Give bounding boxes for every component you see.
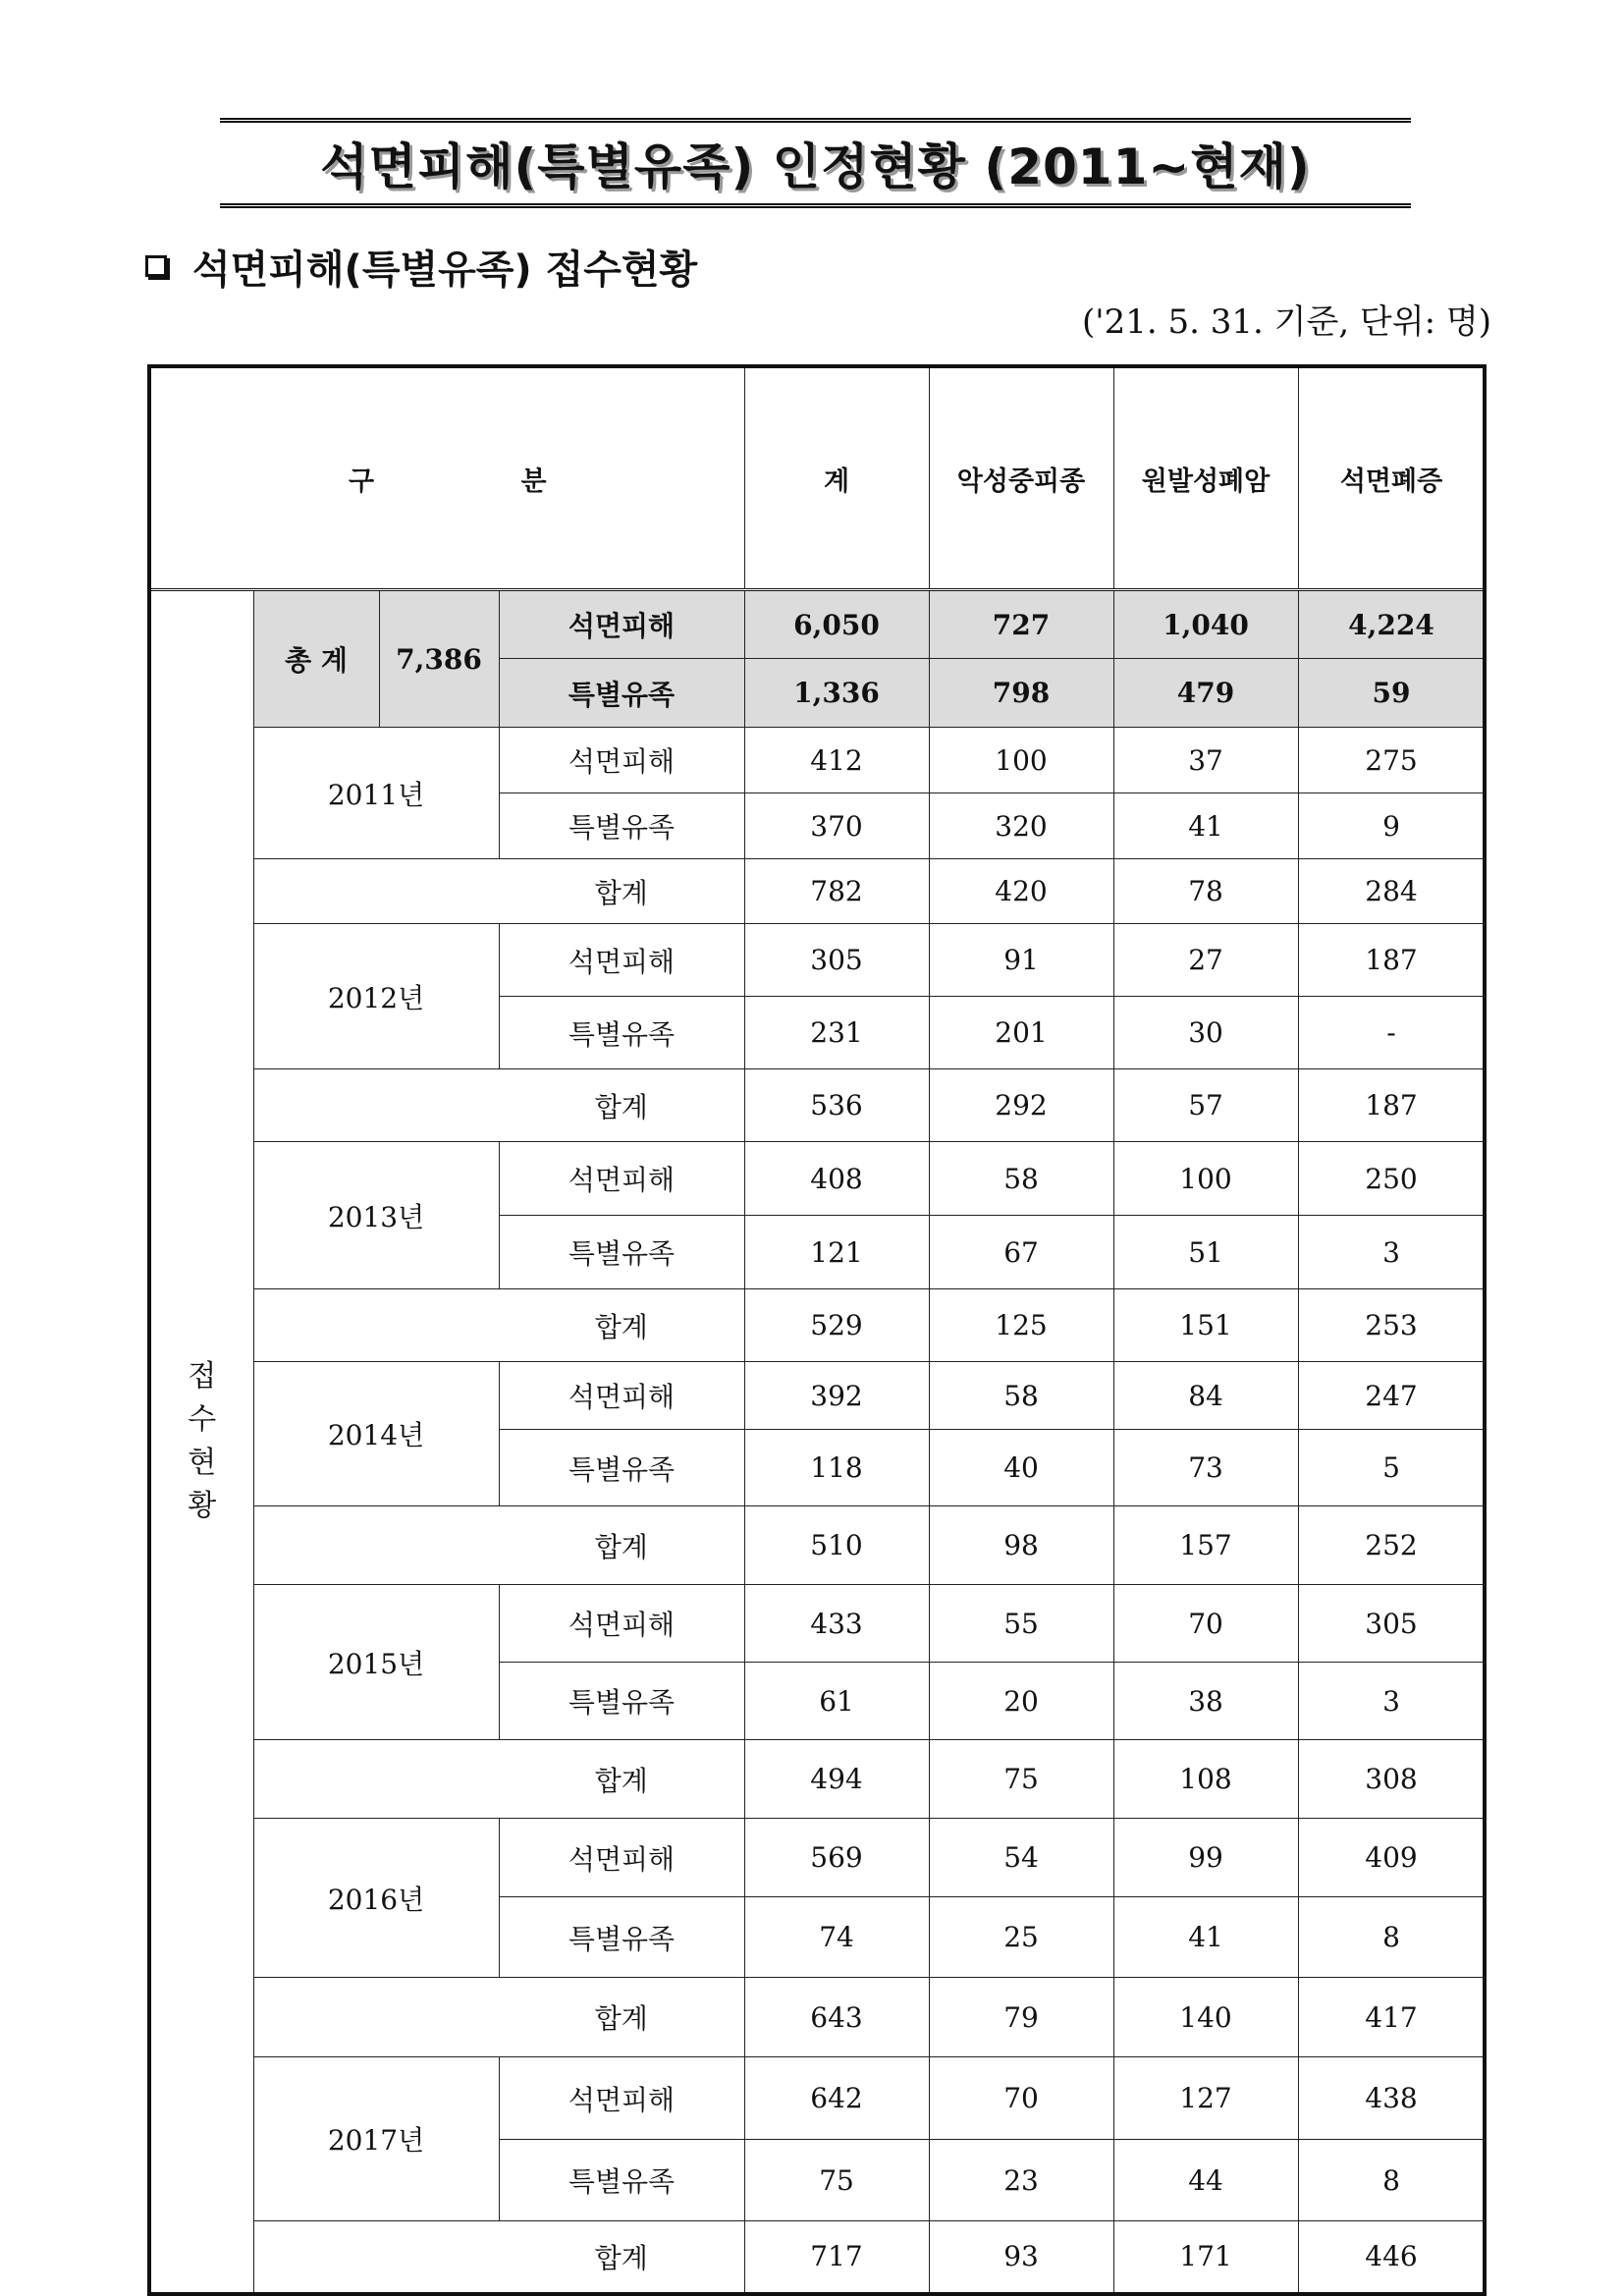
cell-mesothelioma: 98 xyxy=(929,1506,1113,1585)
cell-total: 231 xyxy=(744,997,929,1069)
cell-total: 642 xyxy=(744,2057,929,2140)
cell-lung-cancer: 41 xyxy=(1113,1897,1298,1978)
cell-total: 392 xyxy=(744,1362,929,1430)
cell-total: 717 xyxy=(744,2221,929,2294)
table-row xyxy=(149,1142,1485,1216)
table-row xyxy=(149,728,1485,793)
cell-lung-cancer: 108 xyxy=(1113,1740,1298,1819)
cell-mesothelioma: 23 xyxy=(929,2140,1113,2221)
cell-mesothelioma: 70 xyxy=(929,2057,1113,2140)
cell-mesothelioma: 201 xyxy=(929,997,1113,1069)
cell-total: 61 xyxy=(744,1663,929,1740)
row-type-label: 석면피해 xyxy=(499,1585,744,1663)
cell-lung-cancer: 84 xyxy=(1113,1362,1298,1430)
cell-total: 75 xyxy=(744,2140,929,2221)
cell-mesothelioma: 93 xyxy=(929,2221,1113,2294)
cell-mesothelioma: 25 xyxy=(929,1897,1113,1978)
table-row xyxy=(149,2057,1485,2140)
grand-total-type: 특별유족 xyxy=(499,659,744,728)
cell-total: 782 xyxy=(744,859,929,924)
row-type-label: 특별유족 xyxy=(499,1216,744,1289)
cell-mesothelioma: 91 xyxy=(929,924,1113,997)
row-type-label: 특별유족 xyxy=(499,997,744,1069)
row-type-label: 석면피해 xyxy=(499,1819,744,1897)
table-row xyxy=(149,1585,1485,1663)
cell-asbestosis: 275 xyxy=(1298,728,1485,793)
year-cell: 2016년 xyxy=(253,1819,499,1978)
row-type-label: 합계 xyxy=(499,1289,744,1362)
row-type-label: 합계 xyxy=(499,1506,744,1585)
cell-mesothelioma: 67 xyxy=(929,1216,1113,1289)
cell-asbestosis: 8 xyxy=(1298,1897,1485,1978)
cell-total: 118 xyxy=(744,1430,929,1506)
row-type-label: 특별유족 xyxy=(499,1663,744,1740)
cell-asbestosis: 59 xyxy=(1298,659,1485,728)
cell-total: 569 xyxy=(744,1819,929,1897)
table-row xyxy=(149,859,1485,924)
cell-mesothelioma: 54 xyxy=(929,1819,1113,1897)
cell-asbestosis: 8 xyxy=(1298,2140,1485,2221)
row-type-label: 합계 xyxy=(499,1069,744,1142)
table-row xyxy=(149,1289,1485,1362)
cell-lung-cancer: 37 xyxy=(1113,728,1298,793)
cell-asbestosis: 187 xyxy=(1298,1069,1485,1142)
section-heading-text: 석면피해(특별유족) 접수현황 xyxy=(192,246,698,293)
grand-total-type: 석면피해 xyxy=(499,590,744,659)
cell-asbestosis: 308 xyxy=(1298,1740,1485,1819)
year-cell-continuation xyxy=(253,1289,499,1362)
header-mesothelioma: 악성중피종 xyxy=(929,366,1113,590)
cell-lung-cancer: 100 xyxy=(1113,1142,1298,1216)
cell-mesothelioma: 79 xyxy=(929,1978,1113,2057)
row-type-label: 특별유족 xyxy=(499,793,744,859)
basis-date-note: ('21. 5. 31. 기준, 단위: 명) xyxy=(1082,302,1491,342)
group-label-reception xyxy=(149,590,253,2294)
cell-mesothelioma: 292 xyxy=(929,1069,1113,1142)
grand-total-row xyxy=(149,590,1485,659)
table-row xyxy=(149,1819,1485,1897)
year-cell-continuation xyxy=(253,1069,499,1142)
row-type-label: 석면피해 xyxy=(499,1142,744,1216)
cell-total: 305 xyxy=(744,924,929,997)
cell-lung-cancer: 78 xyxy=(1113,859,1298,924)
row-type-label: 석면피해 xyxy=(499,2057,744,2140)
cell-mesothelioma: 58 xyxy=(929,1142,1113,1216)
table-row xyxy=(149,2221,1485,2294)
year-cell: 2014년 xyxy=(253,1362,499,1506)
cell-asbestosis: 252 xyxy=(1298,1506,1485,1585)
cell-lung-cancer: 27 xyxy=(1113,924,1298,997)
document-title: 석면피해(특별유족) 인정현황 (2011~현재) xyxy=(320,138,1311,195)
cell-asbestosis: 284 xyxy=(1298,859,1485,924)
row-type-label: 특별유족 xyxy=(499,1430,744,1506)
cell-mesothelioma: 58 xyxy=(929,1362,1113,1430)
table-row xyxy=(149,1978,1485,2057)
cell-lung-cancer: 127 xyxy=(1113,2057,1298,2140)
cell-total: 1,336 xyxy=(744,659,929,728)
cell-lung-cancer: 51 xyxy=(1113,1216,1298,1289)
cell-lung-cancer: 479 xyxy=(1113,659,1298,728)
cell-asbestosis: 446 xyxy=(1298,2221,1485,2294)
row-type-label: 합계 xyxy=(499,2221,744,2294)
cell-mesothelioma: 55 xyxy=(929,1585,1113,1663)
cell-lung-cancer: 57 xyxy=(1113,1069,1298,1142)
header-lung-cancer: 원발성폐암 xyxy=(1113,366,1298,590)
cell-total: 412 xyxy=(744,728,929,793)
cell-asbestosis: 438 xyxy=(1298,2057,1485,2140)
group-label-text: 접수현황 xyxy=(188,1358,217,1523)
row-type-label: 합계 xyxy=(499,1978,744,2057)
cell-asbestosis: 9 xyxy=(1298,793,1485,859)
table-body xyxy=(149,366,1485,2294)
document-title-box xyxy=(220,118,1411,208)
section-heading xyxy=(145,239,697,294)
year-cell: 2015년 xyxy=(253,1585,499,1740)
cell-total: 408 xyxy=(744,1142,929,1216)
cell-mesothelioma: 40 xyxy=(929,1430,1113,1506)
table-row xyxy=(149,1069,1485,1142)
cell-lung-cancer: 151 xyxy=(1113,1289,1298,1362)
cell-asbestosis: 247 xyxy=(1298,1362,1485,1430)
cell-mesothelioma: 20 xyxy=(929,1663,1113,1740)
year-cell: 2011년 xyxy=(253,728,499,859)
grand-total-label: 총 계 xyxy=(253,590,379,728)
cell-total: 6,050 xyxy=(744,590,929,659)
cell-mesothelioma: 75 xyxy=(929,1740,1113,1819)
cell-total: 74 xyxy=(744,1897,929,1978)
row-type-label: 석면피해 xyxy=(499,728,744,793)
cell-asbestosis: 409 xyxy=(1298,1819,1485,1897)
cell-lung-cancer: 171 xyxy=(1113,2221,1298,2294)
cell-total: 536 xyxy=(744,1069,929,1142)
cell-asbestosis: 417 xyxy=(1298,1978,1485,2057)
cell-total: 121 xyxy=(744,1216,929,1289)
cell-lung-cancer: 140 xyxy=(1113,1978,1298,2057)
cell-asbestosis: 4,224 xyxy=(1298,590,1485,659)
cell-lung-cancer: 41 xyxy=(1113,793,1298,859)
cell-total: 433 xyxy=(744,1585,929,1663)
header-total: 계 xyxy=(744,366,929,590)
cell-lung-cancer: 30 xyxy=(1113,997,1298,1069)
table-row xyxy=(149,924,1485,997)
row-type-label: 합계 xyxy=(499,1740,744,1819)
cell-lung-cancer: 99 xyxy=(1113,1819,1298,1897)
cell-mesothelioma: 727 xyxy=(929,590,1113,659)
table-row xyxy=(149,1740,1485,1819)
year-cell: 2017년 xyxy=(253,2057,499,2221)
year-cell-continuation xyxy=(253,1740,499,1819)
cell-lung-cancer: 70 xyxy=(1113,1585,1298,1663)
year-cell-continuation xyxy=(253,859,499,924)
cell-lung-cancer: 157 xyxy=(1113,1506,1298,1585)
checkbox-square-icon xyxy=(145,255,167,277)
year-cell-continuation xyxy=(253,1506,499,1585)
cell-total: 494 xyxy=(744,1740,929,1819)
cell-total: 643 xyxy=(744,1978,929,2057)
header-category: 구 분 xyxy=(149,366,744,590)
year-cell: 2013년 xyxy=(253,1142,499,1289)
cell-lung-cancer: 38 xyxy=(1113,1663,1298,1740)
cell-mesothelioma: 420 xyxy=(929,859,1113,924)
cell-total: 370 xyxy=(744,793,929,859)
cell-total: 529 xyxy=(744,1289,929,1362)
cell-asbestosis: 253 xyxy=(1298,1289,1485,1362)
row-type-label: 특별유족 xyxy=(499,2140,744,2221)
cell-lung-cancer: 44 xyxy=(1113,2140,1298,2221)
cell-asbestosis: 5 xyxy=(1298,1430,1485,1506)
year-cell: 2012년 xyxy=(253,924,499,1069)
cell-asbestosis: 187 xyxy=(1298,924,1485,997)
cell-asbestosis: - xyxy=(1298,997,1485,1069)
row-type-label: 석면피해 xyxy=(499,924,744,997)
cell-mesothelioma: 320 xyxy=(929,793,1113,859)
table-row xyxy=(149,1362,1485,1430)
cell-lung-cancer: 1,040 xyxy=(1113,590,1298,659)
cell-mesothelioma: 100 xyxy=(929,728,1113,793)
table-header-row xyxy=(149,366,1485,590)
header-asbestosis: 석면폐증 xyxy=(1298,366,1485,590)
reception-status-table xyxy=(147,364,1487,2296)
cell-asbestosis: 3 xyxy=(1298,1216,1485,1289)
cell-total: 510 xyxy=(744,1506,929,1585)
row-type-label: 특별유족 xyxy=(499,1897,744,1978)
year-cell-continuation xyxy=(253,1978,499,2057)
cell-lung-cancer: 73 xyxy=(1113,1430,1298,1506)
cell-asbestosis: 3 xyxy=(1298,1663,1485,1740)
cell-mesothelioma: 798 xyxy=(929,659,1113,728)
grand-total-value: 7,386 xyxy=(379,590,499,728)
row-type-label: 석면피해 xyxy=(499,1362,744,1430)
table-row xyxy=(149,1506,1485,1585)
cell-mesothelioma: 125 xyxy=(929,1289,1113,1362)
year-cell-continuation xyxy=(253,2221,499,2294)
cell-asbestosis: 305 xyxy=(1298,1585,1485,1663)
row-type-label: 합계 xyxy=(499,859,744,924)
cell-asbestosis: 250 xyxy=(1298,1142,1485,1216)
